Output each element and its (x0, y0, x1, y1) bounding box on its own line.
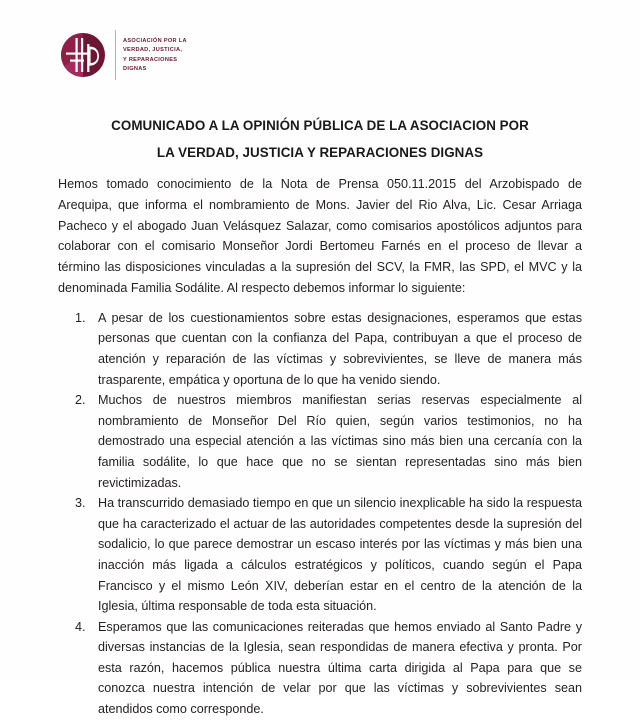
letterhead-line-4: DIGNAS (123, 65, 147, 72)
letterhead-line-1: ASOCIACIÓN POR LA (123, 37, 187, 44)
lead-paragraph: Hemos tomado conocimiento de la Nota de Prensa 050.11.2015 del Arzobispado de Arequipa, que informa el nombramiento de Mons. Javier del Rio Alva, Lic. Cesar Arriaga Pacheco y el abogado Juan Velásquez Salazar, como comisarios apostólicos adjuntos para colaborar con el comisario Monseñor Jordi Bertomeu Farnés en el proceso de llevar a término las disposiciones vinculadas a la supresión del SCV, la FMR, las SPD, el MVC y la denominada Familia Sodálite. Al respecto debemos informar lo siguiente: (58, 177, 582, 295)
document-body (58, 174, 582, 720)
letterhead (60, 26, 187, 84)
letterhead-text (123, 37, 187, 74)
list-item: Esperamos que las comunicaciones reiteradas que hemos enviado al Santo Padre y diversas instancias de la Iglesia, sean respondidas de manera efectiva y pronta. Por esta razón, hacemos pública nuestra última carta dirigida al Papa para que se conozca nuestra intención de velar por que las víctimas y sobrevivientes sean atendidos como corresponde. (98, 619, 582, 717)
list-item: Muchos de nuestros miembros manifiestan serias reservas especialmente al nombramiento de Monseñor Del Río quien, según varios testimonios, no ha demostrado una especial atención a las víctimas sino más bien una cercanía con la familia sodálite, lo que hace que no se sientan representadas sino más bien revictimizadas. (98, 393, 582, 490)
document-title-line-2: LA VERDAD, JUSTICIA Y REPARACIONES DIGNAS (156, 145, 484, 160)
letterhead-line-2: VERDAD, JUSTICIA, (123, 47, 183, 54)
list-item: Ha transcurrido demasiado tiempo en que un silencio inexplicable ha sido la respuesta que ha caracterizado el actuar de las autoridades competentes desde la supresión del sodalicio, lo que parece demostrar un escaso interés por las víctimas y más bien una inacción más ligada a cálculos estratégicos y políticos, cuando según el Papa Francisco y el mismo León XIV, deberían estar en el centro de la atención de la Iglesia, última responsable de toda esta situación. (98, 496, 582, 614)
letterhead-line-3: Y REPARACIONES (123, 56, 178, 63)
association-circle-logo-icon (60, 32, 106, 78)
document-title-line-1: COMUNICADO A LA OPINIÓN PÚBLICA DE LA ASOCIACION POR (111, 118, 529, 133)
letterhead-divider (115, 30, 116, 80)
numbered-points-list (58, 308, 582, 720)
list-item: A pesar de los cuestionamientos sobre estas designaciones, esperamos que estas personas que cuentan con la confianza del Papa, contribuyan a que el proceso de atención y reparación de las víctimas y sobrevivientes, se lleve de manera más trasparente, empática y oportuna de lo que ha venido siendo. (98, 310, 582, 387)
